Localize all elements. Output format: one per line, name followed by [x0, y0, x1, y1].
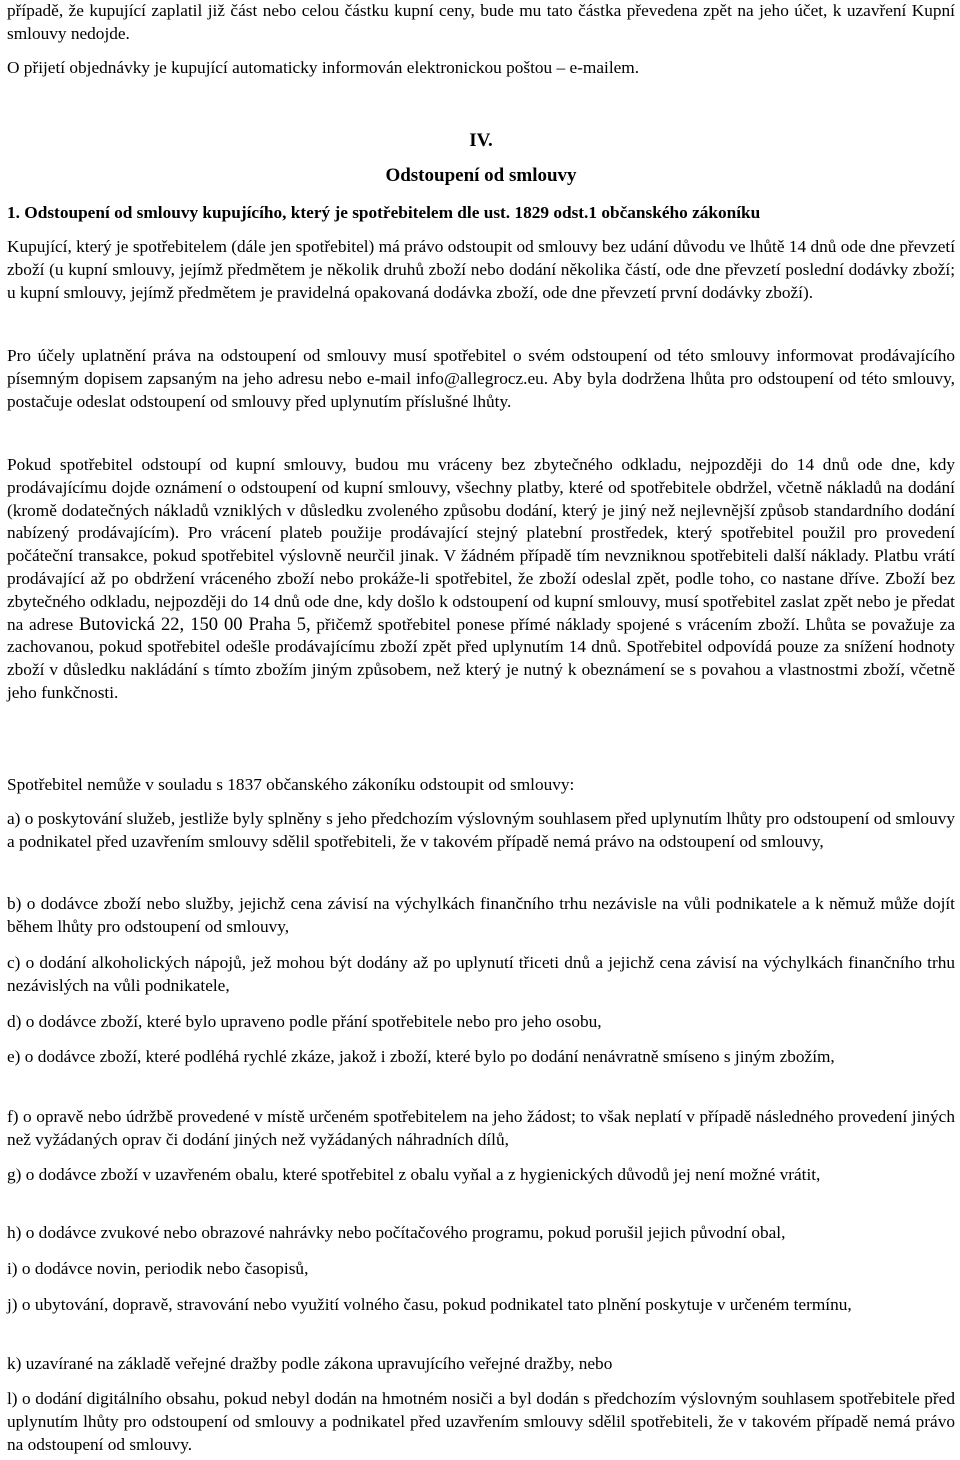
section-title: Odstoupení od smlouvy	[385, 165, 577, 186]
exception-item-l: l) o dodání digitálního obsahu, pokud nebyl dodán na hmotném nosiči a byl dodán s předchozím výslovným souhlasem spotřebitele před uplynutím lhůty pro odstoupení od smlouvy a podnikatel před uzavřením smlouvy sdělil spotřebiteli, že v takovém případě nemá právo na odstoupení od smlouvy.	[7, 1389, 955, 1454]
refund-text-part1: Pokud spotřebitel odstoupí od kupní smlouvy, budou mu vráceny bez zbytečného odkladu, nejpozději do 14 dnů ode dne, kdy prodávajícímu dojde oznámení o odstoupení od kupní smlouvy, všechny platby, které od spotřebitele obdržel, včetně nákladů na dodání (kromě dodatečných nákladů vzniklých v důsledku zvoleného způsobu dodání, který je jiný než nejlevnější způsob standardního dodání nabízený prodávajícím). Pro vrácení plateb použije prodávající stejný platební prostředek, který spotřebitel použil pro provedení počáteční transakce, pokud spotřebitel výslovně neurčil jinak. V žádném případě tím nevzniknou spotřebiteli další náklady. Platbu vrátí prodávající až po obdržení vráceného zboží nebo prokáže-li spotřebitel, že zboží odeslal zpět, podle toho, co nastane dříve. Zboží bez zbytečného odkladu, nejpozději do 14 dnů ode dne, kdy došlo k odstoupení od kupní smlouvy, musí spotřebitel zaslat zpět nebo je předat na adrese	[7, 455, 955, 634]
exception-item-h: h) o dodávce zvukové nebo obrazové nahrávky nebo počítačového programu, pokud porušil jejich původní obal,	[7, 1223, 786, 1242]
paragraph-refund	[7, 454, 955, 705]
exception-item-f: f) o opravě nebo údržbě provedené v místě určeném spotřebitelem na jeho žádost; to však neplatí v případě následného provedení jiných než vyžádaných oprav či dodání jiných než vyžádaných náhradních dílů,	[7, 1107, 955, 1149]
return-address: Butovická 22, 150 00 Praha 5,	[78, 614, 311, 635]
exception-item-c: c) o dodání alkoholických nápojů, jež mohou být dodány až po uplynutí třiceti dnů a jejichž cena závisí na výchylkách finančního trhu nezávislých na vůli podnikatele,	[7, 953, 955, 995]
exception-item-a: a) o poskytování služeb, jestliže byly splněny s jeho předchozím výslovným souhlasem před uplynutím lhůty pro odstoupení od smlouvy a podnikatel před uzavřením smlouvy sdělil spotřebiteli, že v takovém případě nemá právo na odstoupení od smlouvy,	[7, 809, 955, 851]
paragraph-right-to-withdraw: Kupující, který je spotřebitelem (dále jen spotřebitel) má právo odstoupit od smlouvy bez udání důvodu ve lhůtě 14 dnů ode dne převzetí zboží (u kupní smlouvy, jejímž předmětem je několik druhů zboží nebo dodání několika částí, ode dne převzetí poslední dodávky zboží; u kupní smlouvy, jejímž předmětem je pravidelná opakovaná dodávka zboží, ode dne převzetí první dodávky zboží).	[7, 237, 955, 302]
exception-item-j: j) o ubytování, dopravě, stravování nebo využití volného času, pokud podnikatel tato plnění poskytuje v určeném termínu,	[7, 1295, 852, 1314]
exception-item-d: d) o dodávce zboží, které bylo upraveno podle přání spotřebitele nebo pro jeho osobu,	[7, 1012, 602, 1031]
exception-item-i: i) o dodávce novin, periodik nebo časopisů,	[7, 1259, 309, 1278]
intro-paragraph-continued: případě, že kupující zaplatil již část nebo celou částku kupní ceny, bude mu tato částka převedena zpět na jeho účet, k uzavření Kupní smlouvy nedojde.	[7, 1, 955, 43]
paragraph-exceptions-intro: Spotřebitel nemůže v souladu s 1837 občanského zákoníku odstoupit od smlouvy:	[7, 775, 575, 794]
section-subheading: 1. Odstoupení od smlouvy kupujícího, který je spotřebitelem dle ust. 1829 odst.1 občanského zákoníku	[7, 203, 761, 222]
exception-item-g: g) o dodávce zboží v uzavřeném obalu, které spotřebitel z obalu vyňal a z hygienických důvodů jej není možné vrátit,	[7, 1165, 821, 1184]
paragraph-withdrawal-notice: Pro účely uplatnění práva na odstoupení od smlouvy musí spotřebitel o svém odstoupení od této smlouvy informovat prodávajícího písemným dopisem zapsaným na jeho adresu nebo e-mail info@allegrocz.eu. Aby byla dodržena lhůta pro odstoupení od této smlouvy, postačuje odeslat odstoupení od smlouvy před uplynutím příslušné lhůty.	[7, 346, 955, 411]
exception-item-e: e) o dodávce zboží, které podléhá rychlé zkáze, jakož i zboží, které bylo po dodání nenávratně smíseno s jiným zbožím,	[7, 1047, 835, 1066]
refund-text-part2: přičemž spotřebitel ponese přímé náklady spojené s vrácením zboží. Lhůta se považuje za zachovanou, pokud spotřebitel odešle prodávajícímu zboží zpět před uplynutím 14 dnů. Spotřebitel odpovídá pouze za snížení hodnoty zboží v důsledku nakládání s tímto zbožím jiným způsobem, než který je nutný k obeznámení se s povahou a vlastnostmi zboží, včetně jeho funkčnosti.	[7, 614, 955, 702]
intro-paragraph-email: O přijetí objednávky je kupující automaticky informován elektronickou poštou – e-mailem.	[7, 58, 640, 77]
exception-item-k: k) uzavírané na základě veřejné dražby podle zákona upravujícího veřejné dražby, nebo	[7, 1354, 613, 1373]
section-number: IV.	[469, 130, 493, 151]
exception-item-b: b) o dodávce zboží nebo služby, jejichž cena závisí na výchylkách finančního trhu nezávisle na vůli podnikatele a k němuž může dojít během lhůty pro odstoupení od smlouvy,	[7, 894, 955, 936]
